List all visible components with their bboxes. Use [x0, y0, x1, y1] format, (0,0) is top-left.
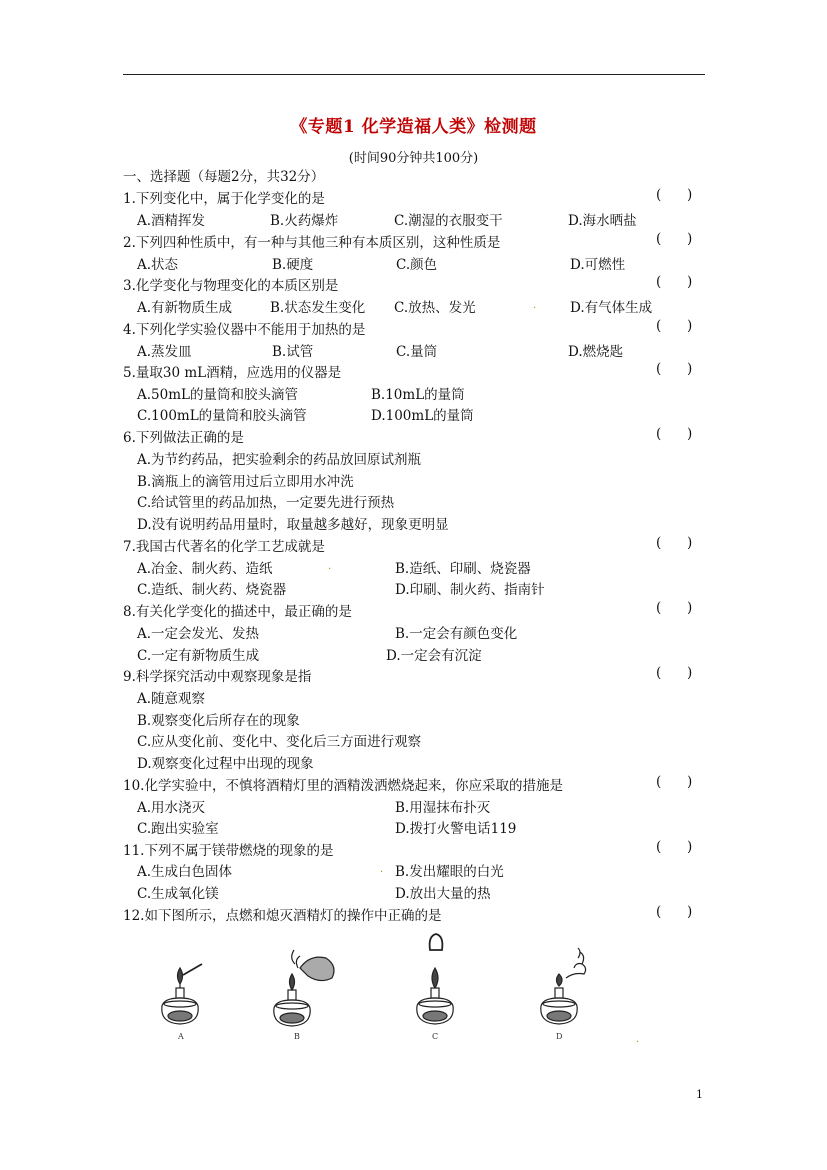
answer-blank-10: ( ): [656, 774, 693, 790]
q6-option-a: A.为节约药品，把实验剩余的药品放回原试剂瓶: [137, 452, 422, 468]
q3-option-c: C.放热、发光: [394, 300, 476, 316]
q5-option-c: C.100mL的量筒和胶头滴管: [137, 408, 307, 424]
q9-option-c: C.应从变化前、变化中、变化后三方面进行观察: [137, 734, 422, 750]
q7-option-d: D.印刷、制火药、指南针: [395, 582, 545, 598]
question-6-stem: 6.下列做法正确的是: [123, 430, 244, 446]
section-heading: 一、选择题（每题2分，共32分）: [123, 169, 325, 185]
q9-option-b: B.观察变化后所存在的现象: [137, 713, 300, 729]
q11-option-d: D.放出大量的热: [395, 886, 491, 902]
q3-option-a: A.有新物质生成: [137, 300, 233, 316]
q4-option-b: B.试管: [272, 344, 314, 360]
page-number: 1: [696, 1088, 703, 1101]
q11-option-b: B.发出耀眼的白光: [395, 864, 504, 880]
q5-option-b: B.10mL的量筒: [371, 387, 465, 403]
answer-blank-5: ( ): [656, 361, 693, 377]
q3-option-d: D.有气体生成: [570, 300, 653, 316]
question-3-stem: 3.化学变化与物理变化的本质区别是: [123, 278, 339, 294]
lamp-d-illustration: [541, 948, 586, 1024]
alcohol-lamp-figure: [150, 928, 620, 1044]
answer-blank-2: ( ): [656, 231, 693, 247]
figure-label-a: A: [178, 1032, 184, 1041]
answer-blank-6: ( ): [656, 426, 693, 442]
figure-label-c: C: [432, 1032, 439, 1041]
question-11-stem: 11.下列不属于镁带燃烧的现象的是: [123, 843, 334, 859]
question-1-stem: 1.下列变化中，属于化学变化的是: [123, 191, 325, 207]
q3-option-b: B.状态发生变化: [270, 300, 366, 316]
question-9-stem: 9.科学探究活动中观察现象是指: [123, 669, 312, 685]
answer-blank-4: ( ): [656, 318, 693, 334]
q7-option-a: A.冶金、制火药、造纸: [137, 561, 273, 577]
q10-option-d: D.拨打火警电话119: [395, 821, 517, 837]
lamp-a-illustration: [162, 964, 202, 1024]
q4-option-c: C.量筒: [396, 344, 438, 360]
q10-option-c: C.跑出实验室: [137, 821, 219, 837]
q7-option-b: B.造纸、印刷、烧瓷器: [395, 561, 531, 577]
q8-option-b: B.一定会有颜色变化: [395, 626, 518, 642]
figure-label-b: B: [294, 1032, 300, 1041]
page-subtitle: (时间90分钟共100分): [348, 151, 479, 166]
q6-option-d: D.没有说明药品用量时，取量越多越好，现象更明显: [137, 517, 449, 533]
q8-option-d: D.一定会有沉淀: [386, 648, 482, 664]
q1-option-c: C.潮湿的衣服变干: [394, 213, 503, 229]
question-4-stem: 4.下列化学实验仪器中不能用于加热的是: [123, 322, 366, 338]
q8-option-a: A.一定会发光、发热: [137, 626, 260, 642]
q2-option-b: B.硬度: [272, 257, 314, 273]
scan-mark: .: [533, 300, 537, 311]
answer-blank-7: ( ): [656, 535, 693, 551]
scan-mark: .: [328, 561, 332, 572]
question-10-stem: 10.化学实验中，不慎将酒精灯里的酒精泼洒燃烧起来，你应采取的措施是: [123, 778, 563, 794]
answer-blank-9: ( ): [656, 665, 693, 681]
lamp-b-illustration: [274, 950, 334, 1026]
q4-option-d: D.燃烧匙: [568, 344, 624, 360]
question-5-stem: 5.量取30 mL酒精，应选用的仪器是: [123, 365, 342, 381]
question-2-stem: 2.下列四种性质中，有一种与其他三种有本质区别，这种性质是: [123, 235, 501, 251]
header-rule: [123, 74, 705, 75]
q7-option-c: C.造纸、制火药、烧瓷器: [137, 582, 287, 598]
q1-option-a: A.酒精挥发: [137, 213, 206, 229]
lamp-c-illustration: [417, 934, 453, 1024]
q1-option-b: B.火药爆炸: [270, 213, 339, 229]
answer-blank-12: ( ): [656, 904, 693, 920]
q2-option-c: C.颜色: [396, 257, 438, 273]
question-12-stem: 12.如下图所示，点燃和熄灭酒精灯的操作中正确的是: [123, 908, 442, 924]
q1-option-d: D.海水晒盐: [568, 213, 637, 229]
q6-option-b: B.滴瓶上的滴管用过后立即用水冲洗: [137, 474, 354, 490]
q8-option-c: C.一定有新物质生成: [137, 648, 260, 664]
q6-option-c: C.给试管里的药品加热，一定要先进行预热: [137, 495, 395, 511]
question-8-stem: 8.有关化学变化的描述中，最正确的是: [123, 604, 352, 620]
q4-option-a: A.蒸发皿: [137, 344, 192, 360]
figure-label-d: D: [556, 1032, 563, 1041]
q10-option-b: B.用湿抹布扑灭: [395, 800, 491, 816]
scan-mark: .: [380, 864, 384, 875]
answer-blank-8: ( ): [656, 600, 693, 616]
q11-option-c: C.生成氧化镁: [137, 886, 219, 902]
answer-blank-1: ( ): [656, 187, 693, 203]
q10-option-a: A.用水浇灭: [137, 800, 206, 816]
q2-option-d: D.可燃性: [570, 257, 626, 273]
answer-blank-3: ( ): [656, 274, 693, 290]
question-7-stem: 7.我国古代著名的化学工艺成就是: [123, 539, 325, 555]
scan-mark: .: [636, 1034, 640, 1045]
q2-option-a: A.状态: [137, 257, 179, 273]
answer-blank-11: ( ): [656, 839, 693, 855]
q5-option-a: A.50mL的量筒和胶头滴管: [137, 387, 298, 403]
q11-option-a: A.生成白色固体: [137, 864, 233, 880]
q5-option-d: D.100mL的量筒: [371, 408, 474, 424]
q9-option-d: D.观察变化过程中出现的现象: [137, 756, 314, 772]
page-title: 《专题1 化学造福人类》检测题: [290, 117, 537, 137]
q9-option-a: A.随意观察: [137, 691, 206, 707]
